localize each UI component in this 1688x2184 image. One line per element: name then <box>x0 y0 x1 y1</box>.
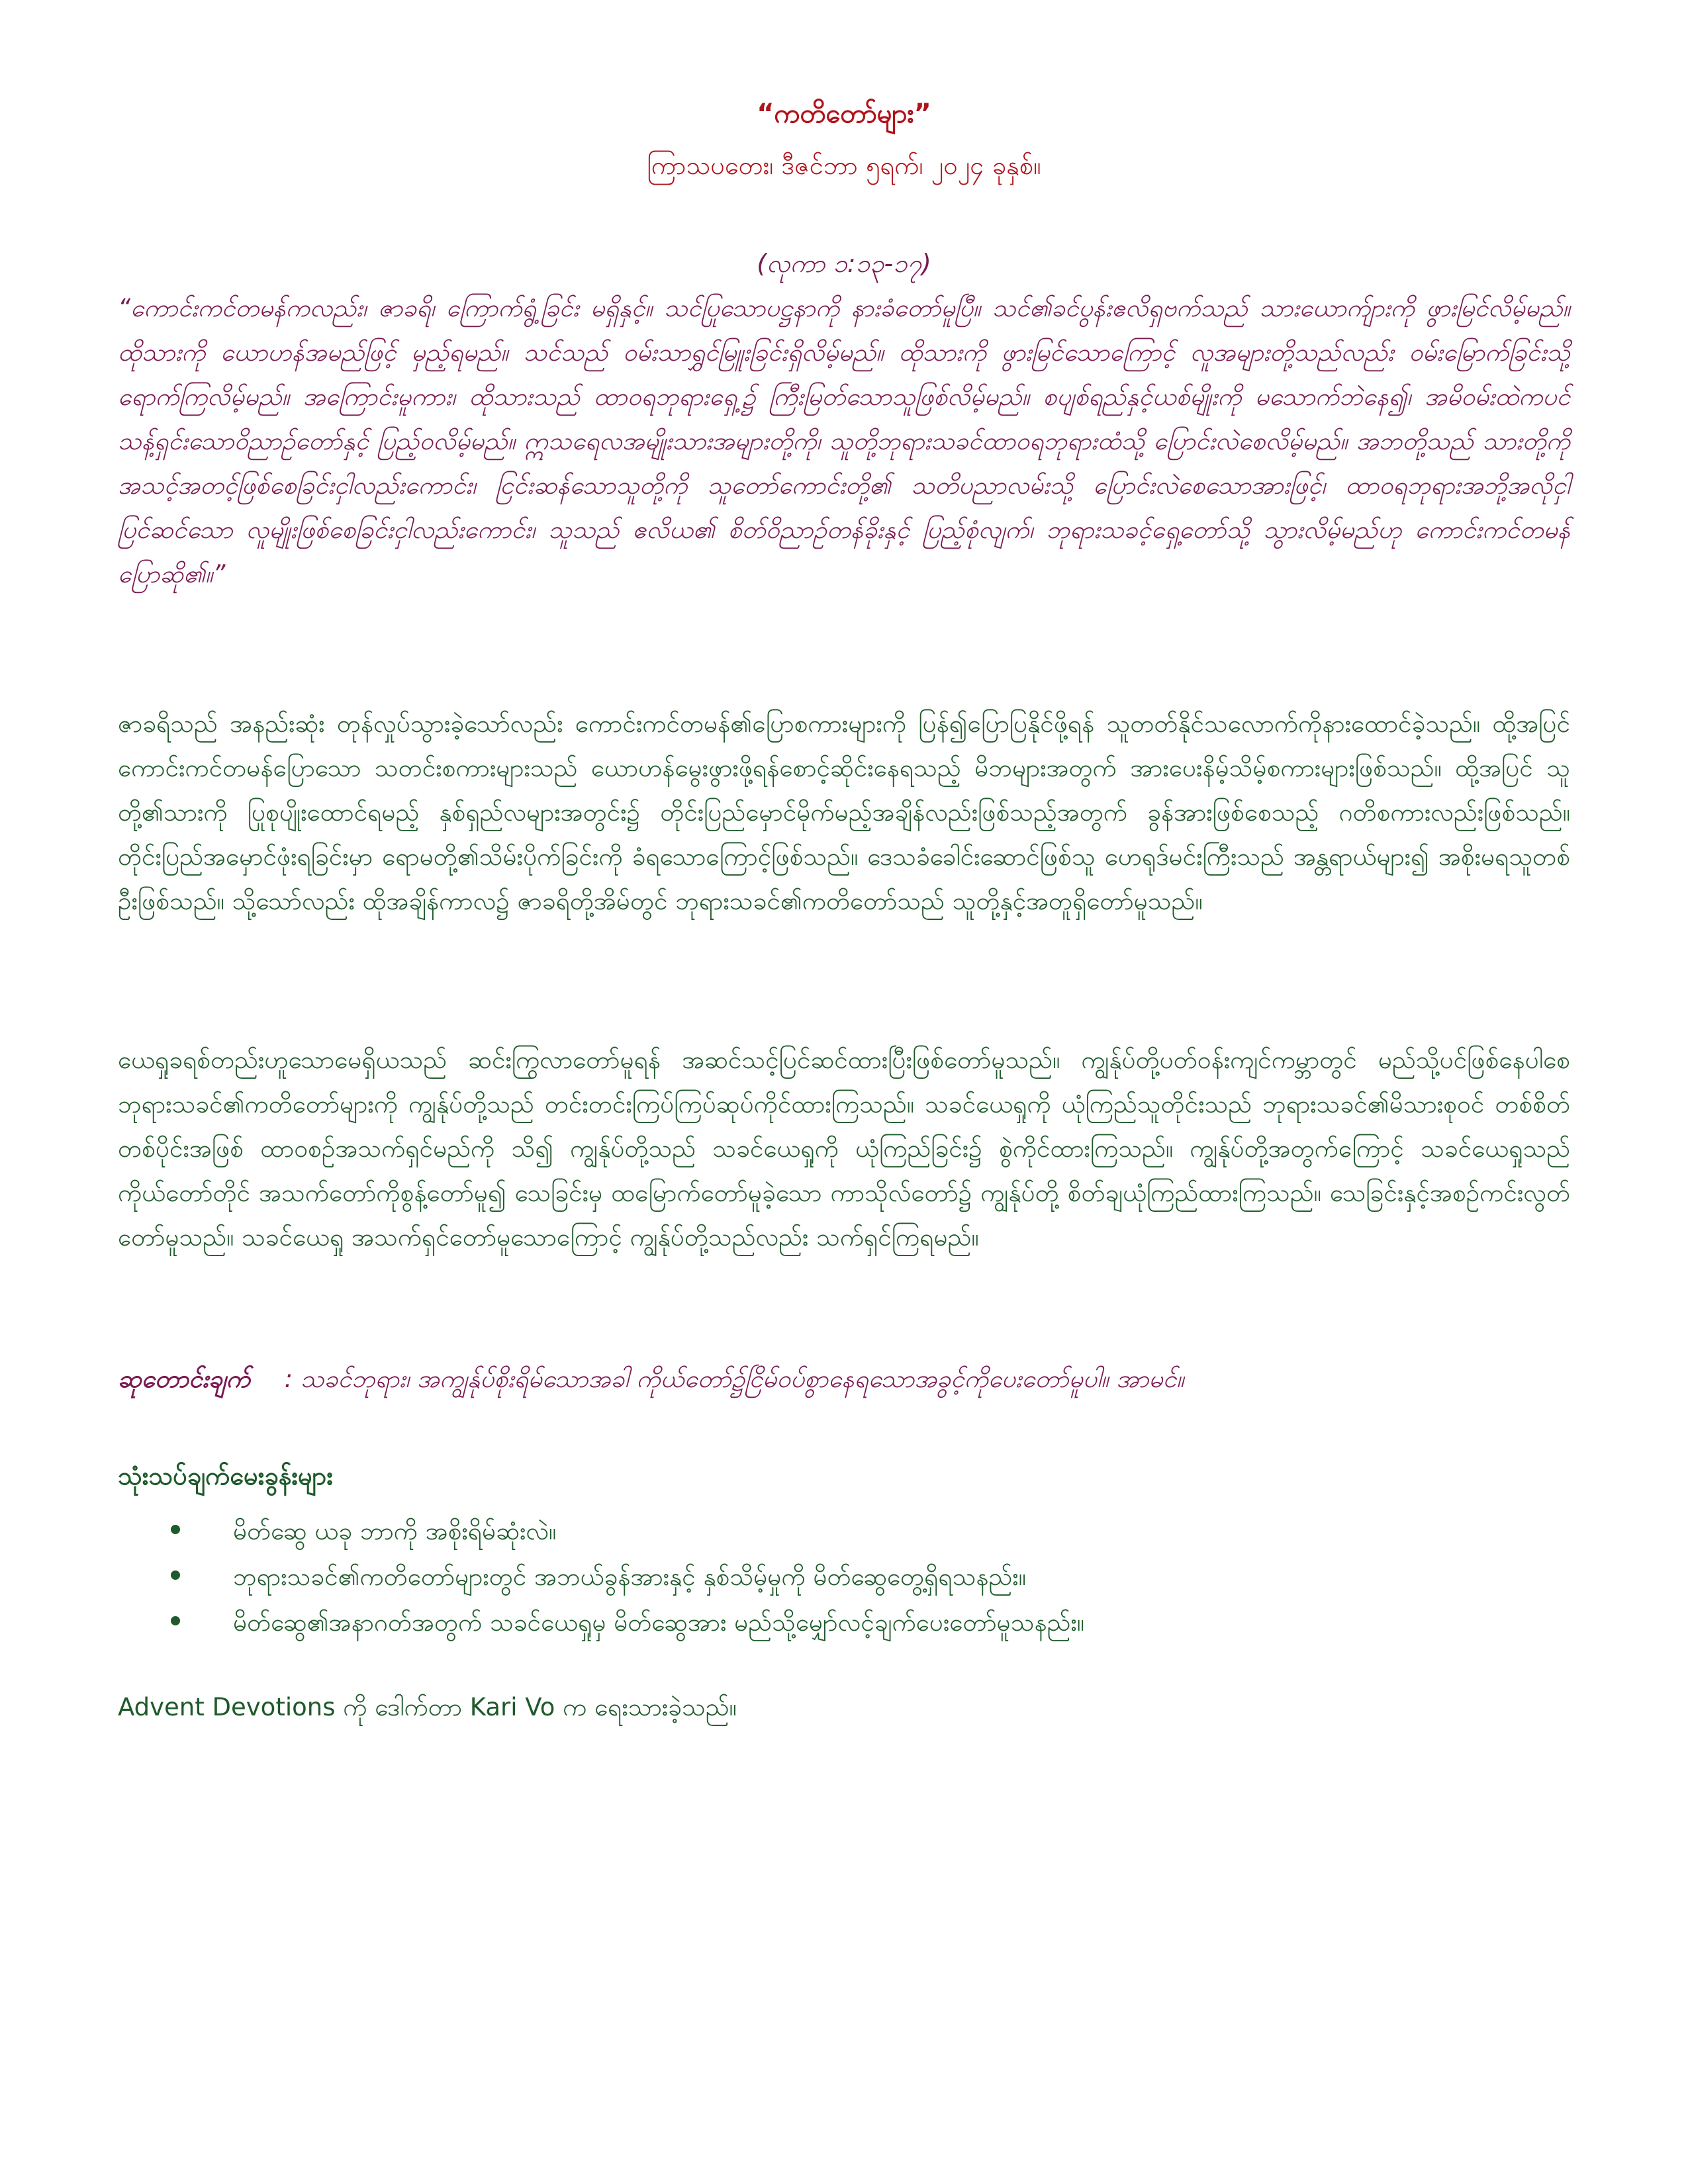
page-title: “ကတိတော်များ” <box>757 99 931 129</box>
body-paragraph-2: ယေရှုခရစ်တည်းဟူသောမေရှိယသည် ဆင်းကြွလာတော်မူရန် အဆင်သင့်ပြင်ဆင်ထားပြီးဖြစ်တော်မူသည်။ ကျွန်ုပ်တို့ပတ်ဝန်းကျင်ကမ္ဘာတွင် မည်သို့ပင်ဖြစ်နေပါစေ ဘုရားသခင်၏ကတိတော်များကို ကျွန်ုပ်တို့သည် တင်းတင်းကြပ်ကြပ်ဆုပ်ကိုင်ထားကြသည်။ သခင်ယေရှုကို ယုံကြည်သူတိုင်းသည် ဘုရားသခင်၏မိသားစုဝင် တစ်စိတ်တစ်ပိုင်းအဖြစ် ထာဝစဉ်အသက်ရှင်မည်ကို သိ၍ ကျွန်ုပ်တို့သည် သခင်ယေရှုကို ယုံကြည်ခြင်း၌ စွဲကိုင်ထားကြသည်။ ကျွန်ုပ်တို့အတွက်ကြောင့် သခင်ယေရှုသည် ကိုယ်တော်တိုင် အသက်တော်ကိုစွန့်တော်မူ၍ သေခြင်းမှ ထမြောက်တော်မူခဲ့သော ကာသိုလ်တော်၌ ကျွန်ုပ်တို့ စိတ်ချယုံကြည်ထားကြသည်။ သေခြင်းနှင့်အစဉ်ကင်းလွတ်တော်မူသည်။ သခင်ယေရှု အသက်ရှင်တော်မူသောကြောင့် ကျွန်ုပ်တို့သည်လည်း သက်ရှင်ကြရမည်။ <box>118 1046 1570 1251</box>
list-item <box>118 1509 1570 1553</box>
reflection-questions-heading: သုံးသပ်ချက်မေးခွန်းများ <box>118 1461 334 1490</box>
author-credit: Advent Devotions ကို ဒေါက်တာ Kari Vo က ရေးသားခဲ့သည်။ <box>118 1693 737 1721</box>
prayer <box>118 1357 1570 1401</box>
question-text: မိတ်ဆွေ၏အနာဂတ်အတွက် သခင်ယေရှုမှ မိတ်ဆွေအား မည်သို့မျှော်လင့်ချက်ပေးတော်မူသနည်း။ <box>233 1608 1084 1637</box>
bullet-icon <box>171 1616 180 1625</box>
list-item <box>118 1600 1570 1645</box>
prayer-text: : သခင်ဘုရား၊ အကျွန်ုပ်စိုးရိမ်သောအခါ ကိုယ်တော်၌ငြိမ်ဝပ်စွာနေရသောအခွင့်ကိုပေးတော်မူပါ။ အာမင်။ <box>284 1365 1184 1393</box>
prayer-label: ဆုတောင်းချက် <box>118 1365 250 1393</box>
question-text: မိတ်ဆွေ ယခု ဘာကို အစိုးရိမ်ဆုံးလဲ။ <box>233 1517 557 1545</box>
scripture-reference: (လုကာ ၁:၁၃-၁၇) <box>757 249 931 278</box>
body-paragraph-1: ဇာခရိသည် အနည်းဆုံး တုန်လှုပ်သွားခဲ့သော်လည်း ကောင်းကင်တမန်၏ပြောစကားများကို ပြန်၍ပြောပြနိုင်ဖို့ရန် သူတတ်နိုင်သလောက်ကိုနားထောင်ခဲ့သည်။ ထို့အပြင် ကောင်းကင်တမန်ပြောသော သတင်းစကားများသည် ယောဟန်မွေးဖွားဖို့ရန်စောင့်ဆိုင်းနေရသည့် မိဘများအတွက် အားပေးနိမ့်သိမ့်စကားများဖြစ်သည်။ ထို့အပြင် သူတို့၏သားကို ပြုစုပျိုးထောင်ရမည့် နှစ်ရှည်လများအတွင်း၌ တိုင်းပြည်မှောင်မိုက်မည့်အချိန်လည်းဖြစ်သည့်အတွက် ခွန်အားဖြစ်စေသည့် ဂတိစကားလည်းဖြစ်သည်။ တိုင်းပြည်အမှောင်ဖုံးရခြင်းမှာ ရောမတို့၏သိမ်းပိုက်ခြင်းကို ခံရသောကြောင့်ဖြစ်သည်။ ဒေသခံခေါင်းဆောင်ဖြစ်သူ ဟေရုဒ်မင်းကြီးသည် အန္တရာယ်များ၍ အစိုးမရသူတစ်ဦးဖြစ်သည်။ သို့သော်လည်း ထိုအချိန်ကာလ၌ ဇာခရိတို့အိမ်တွင် ဘုရားသခင်၏ကတိတော်သည် သူတို့နှင့်အတူရှိတော်မူသည်။ <box>118 709 1570 915</box>
bullet-icon <box>171 1525 180 1534</box>
list-item <box>118 1555 1570 1599</box>
scripture-passage: “ကောင်းကင်တမန်ကလည်း၊ ဇာခရိ၊ ကြောက်ရွံ့ခြင်း မရှိနှင့်။ သင်ပြုသောပဋ္ဌနာကို နားခံတော်မူပြီ။ သင်၏ခင်ပွန်းဧလိရှဗက်သည် သားယောက်ျားကို ဖွားမြင်လိမ့်မည်။ ထိုသားကို ယောဟန်အမည်ဖြင့် မှည့်ရမည်။ သင်သည် ဝမ်းသာရွှင်မြူးခြင်းရှိလိမ့်မည်။ ထိုသားကို ဖွားမြင်သောကြောင့် လူအများတို့သည်လည်း ဝမ်းမြောက်ခြင်းသို့ရောက်ကြလိမ့်မည်။ အကြောင်းမူကား၊ ထိုသားသည် ထာဝရဘုရားရှေ့၌ ကြီးမြတ်သောသူဖြစ်လိမ့်မည်။ စပျစ်ရည်နှင့်ယစ်မျိုးကို မသောက်ဘဲနေ၍၊ အမိဝမ်းထဲကပင် သန့်ရှင်းသောဝိညာဉ်တော်နှင့် ပြည့်ဝလိမ့်မည်။ ဣသရေလအမျိုးသားအများတို့ကို၊ သူတို့ဘုရားသခင်ထာဝရဘုရားထံသို့ ပြောင်းလဲစေလိမ့်မည်။ အဘတို့သည် သားတို့ကို အသင့်အတင့်ဖြစ်စေခြင်းငှါလည်းကောင်း၊ ငြင်းဆန်သောသူတို့ကို သူတော်ကောင်းတို့၏ သတိပညာလမ်းသို့ ပြောင်းလဲစေသောအားဖြင့်၊ ထာဝရဘုရားအဘို့အလိုငှါ ပြင်ဆင်သော လူမျိုးဖြစ်စေခြင်းငှါလည်းကောင်း၊ သူသည် ဧလိယ၏ စိတ်ဝိညာဉ်တန်ခိုးနှင့် ပြည့်စုံလျက်၊ ဘုရားသခင့်ရှေ့တော်သို့ သွားလိမ့်မည်ဟု ကောင်းကင်တမန်ပြောဆို၏။” <box>118 294 1570 588</box>
page-date: ကြာသပတေး၊ ဒီဇင်ဘာ ၅ရက်၊ ၂၀၂၄ ခုနှစ်။ <box>647 151 1041 180</box>
reflection-questions-list <box>118 1509 1570 1646</box>
question-text: ဘုရားသခင်၏ကတိတော်များတွင် အဘယ်ခွန်အားနှင့် နှစ်သိမ့်မှုကို မိတ်ဆွေတွေ့ရှိရသနည်း။ <box>233 1563 1026 1591</box>
bullet-icon <box>171 1570 180 1580</box>
